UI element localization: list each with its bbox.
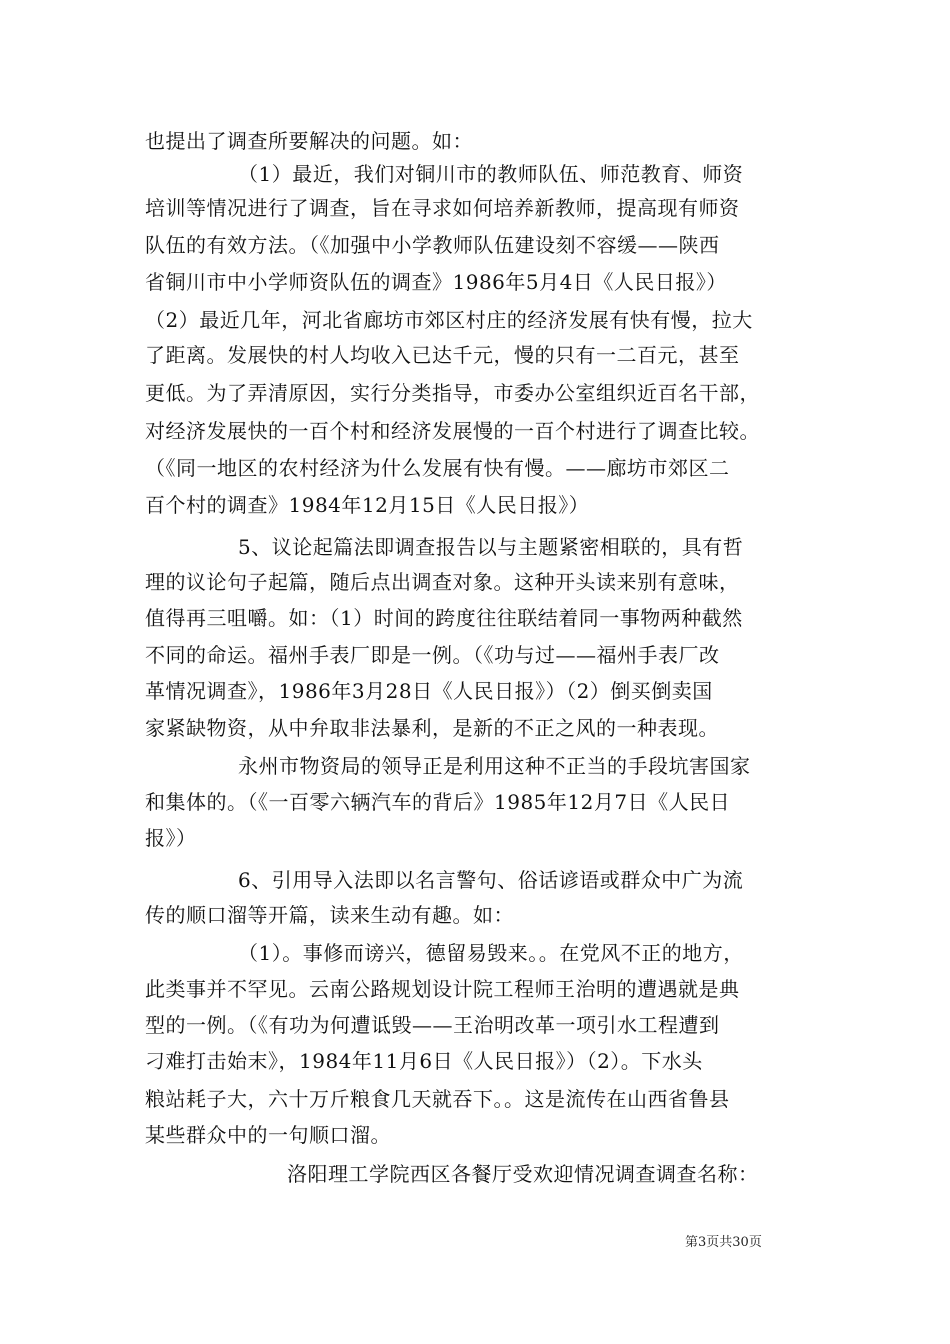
text-line: 更低。为了弄清原因，实行分类指导，市委办公室组织近百名干部， (145, 381, 760, 405)
text-line: 百个村的调查》1984年12月15日《人民日报》） (145, 493, 590, 517)
text-line: 了距离。发展快的村人均收入已达千元，慢的只有一二百元，甚至 (145, 343, 740, 367)
text-line: 对经济发展快的一百个村和经济发展慢的一百个村进行了调查比较。 (145, 419, 760, 443)
text-line: 传的顺口溜等开篇，读来生动有趣。如： (145, 903, 514, 927)
text-line: 型的一例。（《有功为何遭诋毁——王治明改革一项引水工程遭到 (145, 1013, 720, 1037)
text-line: （《同一地区的农村经济为什么发展有快有慢。——廊坊市郊区二 (145, 456, 730, 480)
text-line: （1）。事修而谤兴，德留易毁来。。在党风不正的地方， (238, 941, 744, 965)
text-line: 粮站耗子大，六十万斤粮食几天就吞下。。这是流传在山西省鲁县 (145, 1087, 730, 1111)
text-line: 洛阳理工学院西区各餐厅受欢迎情况调查调查名称： (287, 1162, 759, 1186)
text-line: 某些群众中的一句顺口溜。 (145, 1123, 391, 1147)
text-line: 省铜川市中小学师资队伍的调查》1986年5月4日《人民日报》） (145, 270, 727, 294)
text-line: （2）最近几年，河北省廊坊市郊区村庄的经济发展有快有慢，拉大 (145, 308, 753, 332)
text-line: 培训等情况进行了调查，旨在寻求如何培养新教师，提高现有师资 (145, 196, 740, 220)
text-line: 5、议论起篇法即调查报告以与主题紧密相联的，具有哲 (238, 535, 744, 559)
text-line: 队伍的有效方法。（《加强中小学教师队伍建设刻不容缓——陕西 (145, 233, 720, 257)
text-line: 永州市物资局的领导正是利用这种不正当的手段坑害国家 (238, 754, 751, 778)
text-line: 和集体的。（《一百零六辆汽车的背后》1985年12月7日《人民日 (145, 790, 731, 814)
text-line: 此类事并不罕见。云南公路规划设计院工程师王治明的遭遇就是典 (145, 977, 740, 1001)
text-line: 值得再三咀嚼。如：（1）时间的跨度往往联结着同一事物两种截然 (145, 606, 743, 630)
text-line: 革情况调查》，1986年3月28日《人民日报》）（2）倒买倒卖国 (145, 679, 713, 703)
text-line: 理的议论句子起篇，随后点出调查对象。这种开头读来别有意味， (145, 570, 740, 594)
text-line: （1）最近，我们对铜川市的教师队伍、师范教育、师资 (238, 162, 744, 186)
text-line: 刁难打击始末》，1984年11月6日《人民日报》）（2）。下水头 (145, 1049, 703, 1073)
text-line: 也提出了调查所要解决的问题。如： (145, 129, 473, 153)
text-line: 不同的命运。福州手表厂即是一例。（《功与过——福州手表厂改 (145, 643, 720, 667)
page-number-footer: 第3页共30页 (685, 1235, 762, 1250)
text-line: 家紧缺物资，从中弁取非法暴利，是新的不正之风的一种表现。 (145, 716, 719, 740)
text-line: 报》） (145, 826, 197, 850)
text-line: 6、引用导入法即以名言警句、俗话谚语或群众中广为流 (238, 868, 744, 892)
